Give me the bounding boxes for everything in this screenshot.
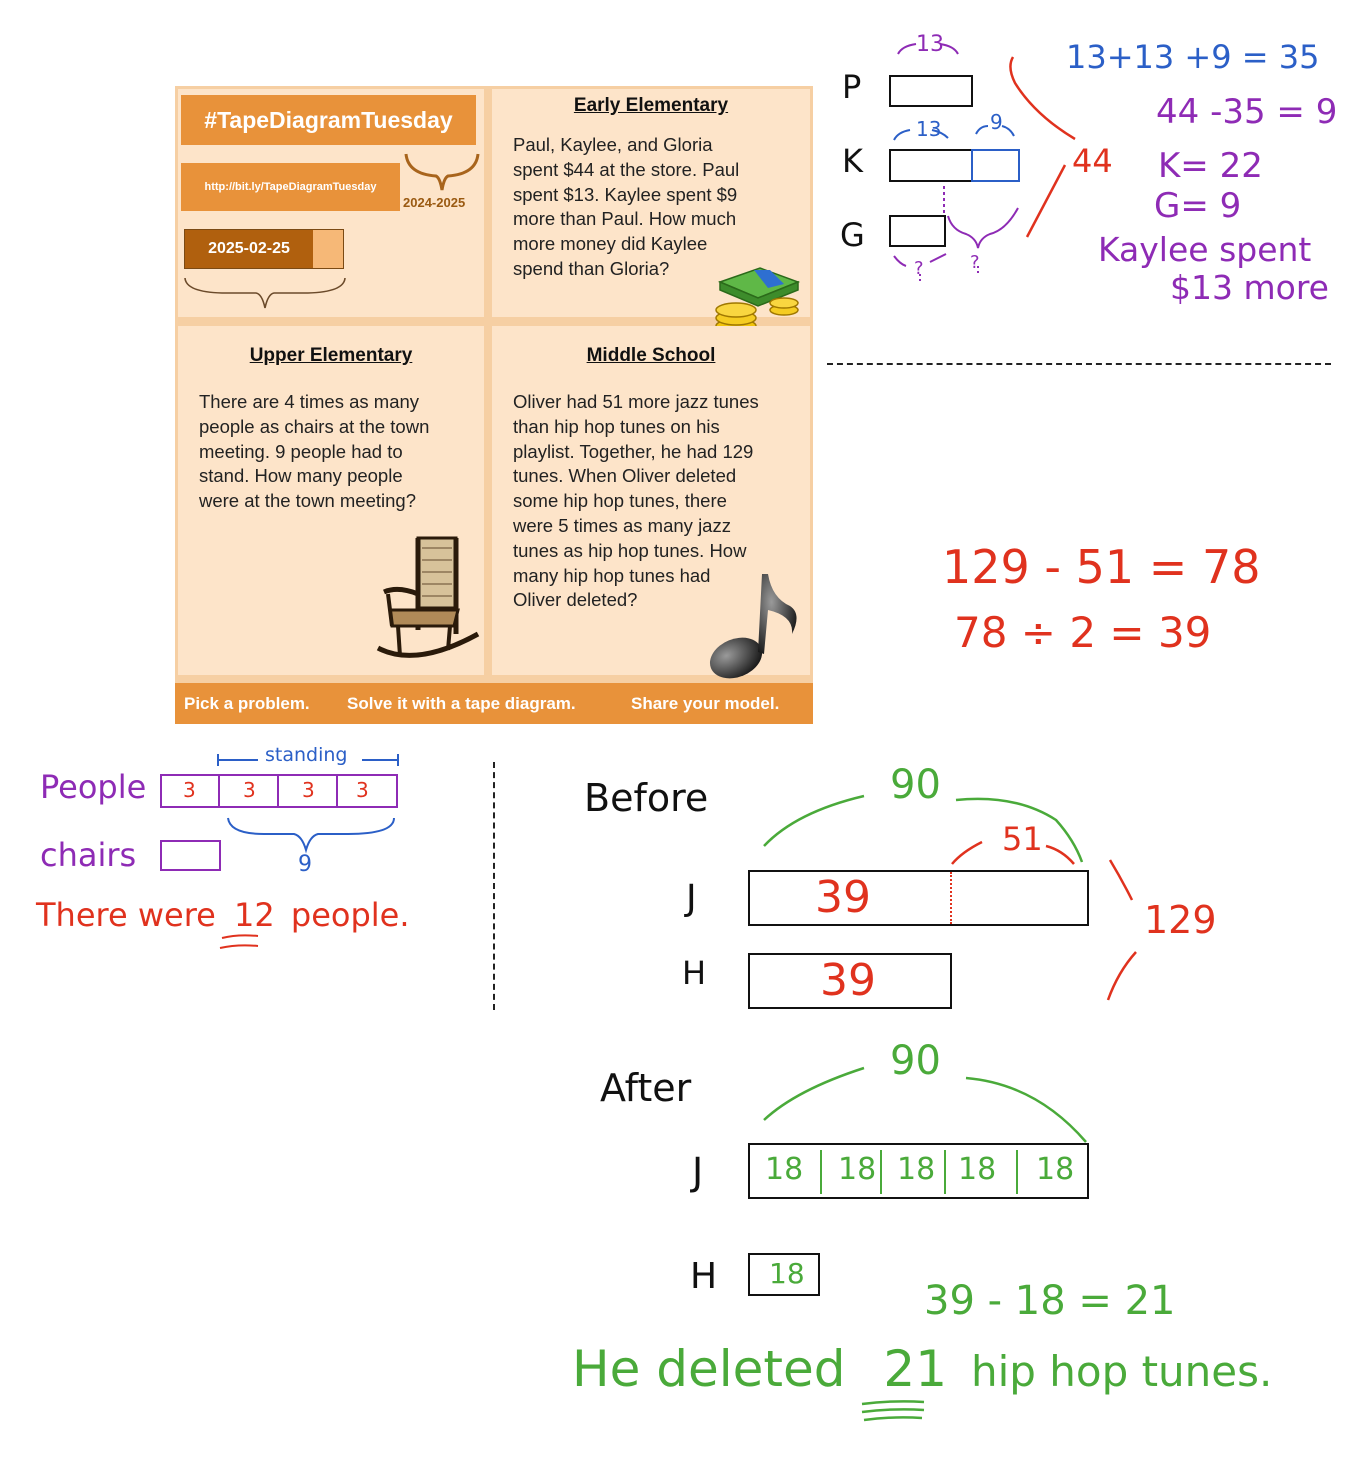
link-banner[interactable]: http://bit.ly/TapeDiagramTuesday (181, 163, 400, 211)
answer-underline (218, 932, 262, 954)
question-mark-2: ? (970, 252, 980, 273)
people-cell-value: 3 (302, 778, 315, 802)
standing-brace-value: 9 (298, 852, 312, 877)
after-j-cell-value: 18 (838, 1152, 877, 1187)
people-cell-value: 3 (183, 778, 196, 802)
after-j-cell-value: 18 (1036, 1152, 1075, 1187)
section-divider (827, 363, 1331, 365)
footer-step-1: Pick a problem. (184, 694, 310, 713)
label-g: G (840, 216, 865, 254)
upper-answer-value: 12 (234, 896, 275, 934)
before-total-90: 90 (890, 762, 941, 808)
before-diff-51: 51 (1002, 820, 1043, 858)
middle-school-problem: Oliver had 51 more jazz tunes than hip hop tunes on his playlist. Together, he had 129 tunes. When Oliver deleted some hip hop tunes, there were 5 times as many jazz tunes as hip hop tunes. How many hip hop tunes had Oliver deleted? (513, 391, 759, 611)
school-year: 2024-2025 (403, 195, 466, 210)
middle-calc-2: 78 ÷ 2 = 39 (954, 608, 1212, 657)
brace-label-9-k: 9 (990, 110, 1003, 134)
music-note-icon (706, 568, 802, 680)
after-j-cell-value: 18 (897, 1152, 936, 1187)
middle-answer: He deleted 21 hip hop tunes. (572, 1340, 1273, 1398)
footer-step-2: Solve it with a tape diagram. (347, 694, 576, 713)
before-brackets (756, 780, 1216, 1010)
grand-total-129: 129 (1144, 898, 1217, 942)
after-j-cell-value: 18 (958, 1152, 997, 1187)
hashtag-banner: #TapeDiagramTuesday (181, 95, 476, 145)
brace-label-13-p: 13 (916, 32, 944, 57)
after-h-label: H (690, 1256, 718, 1297)
early-answer-line-2: $13 more (1170, 268, 1329, 307)
before-h-value: 39 (820, 955, 876, 1006)
question-mark-1: ? (914, 258, 924, 279)
middle-equation: 39 - 18 = 21 (924, 1278, 1176, 1324)
after-j-cell-value: 18 (765, 1152, 804, 1187)
after-label: After (600, 1066, 692, 1110)
equation-1: 13+13 +9 = 35 (1066, 38, 1320, 76)
rocking-chair-icon (376, 530, 486, 670)
after-j-divider (944, 1150, 946, 1194)
early-elementary-title: Early Elementary (573, 95, 729, 116)
footer-step-3: Share your model. (631, 694, 780, 713)
before-j-label: J (686, 878, 697, 919)
label-k: K (842, 142, 863, 180)
label-p: P (842, 68, 862, 106)
date-badge (184, 229, 344, 269)
people-label: People (40, 768, 147, 806)
middle-calc-1: 129 - 51 = 78 (942, 540, 1261, 594)
early-answer-line-1: Kaylee spent (1098, 230, 1312, 269)
after-j-label: J (692, 1150, 704, 1194)
standing-label: standing (265, 744, 348, 766)
total-44: 44 (1072, 142, 1113, 180)
before-h-label: H (682, 954, 707, 992)
before-label: Before (584, 776, 709, 820)
upper-answer: There were 12 people. (36, 896, 410, 934)
after-total-90: 90 (890, 1038, 941, 1084)
people-cell-value: 3 (356, 778, 369, 802)
answer-underline (858, 1398, 930, 1428)
middle-school-title: Middle School (586, 345, 716, 366)
equation-4: G= 9 (1154, 186, 1242, 226)
vertical-divider (493, 762, 495, 1010)
early-elementary-problem: Paul, Kaylee, and Gloria spent $44 at the store. Paul spent $13. Kaylee spent $9 more than Paul. How much more money did Kaylee spend than Gloria? (513, 134, 740, 279)
chairs-tape (160, 840, 221, 871)
after-j-divider (880, 1150, 882, 1194)
date-label: 2025-02-25 (185, 230, 313, 268)
chairs-label: chairs (40, 836, 137, 874)
equation-3: K= 22 (1158, 146, 1263, 186)
equation-2: 44 -35 = 9 (1156, 92, 1338, 132)
after-j-divider (1016, 1150, 1018, 1194)
upper-elementary-title: Upper Elementary (249, 345, 413, 366)
poster-footer (175, 683, 813, 724)
brace-icon (402, 150, 482, 194)
after-h-value: 18 (769, 1257, 805, 1290)
before-j-value: 39 (815, 872, 871, 923)
brace-label-13-k: 13 (916, 117, 942, 141)
after-j-divider (820, 1150, 822, 1194)
middle-answer-value: 21 (883, 1340, 948, 1398)
people-cell-value: 3 (243, 778, 256, 802)
upper-elementary-problem: There are 4 times as many people as chairs at the town meeting. 9 people had to stand. How many people were at the town meeting? (199, 391, 430, 512)
brace-icon (182, 276, 348, 312)
